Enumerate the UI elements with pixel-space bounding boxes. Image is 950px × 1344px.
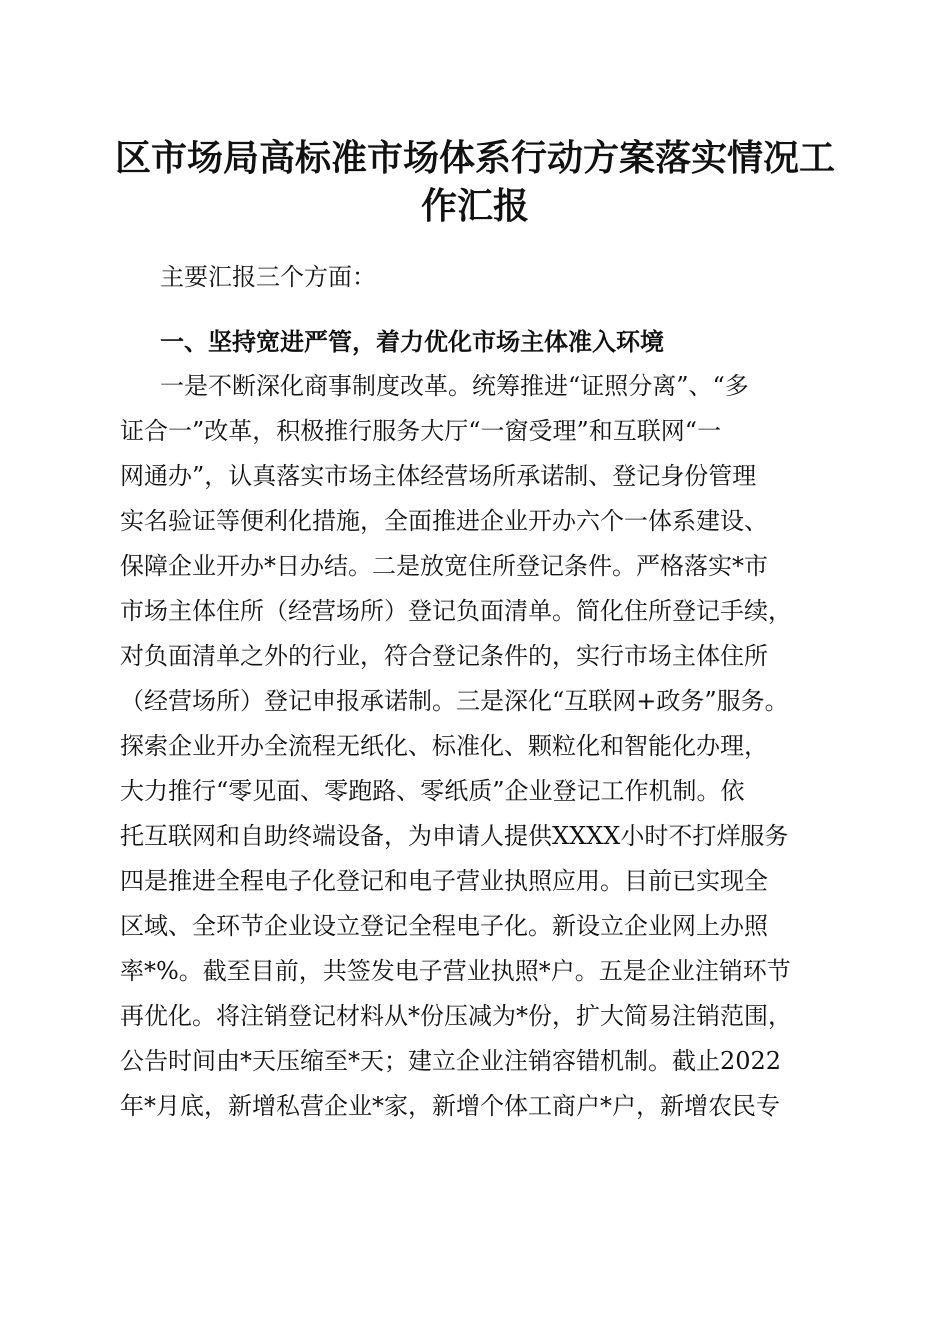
- body-line: 网通办”，认真落实市场主体经营场所承诺制、登记身份管理: [120, 462, 757, 490]
- body-line: 公告时间由*天压缩至*天；建立企业注销容错机制。截止2022: [120, 1047, 782, 1075]
- intro-paragraph: 主要汇报三个方面：: [160, 263, 376, 291]
- body-line: 四是推进全程电子化登记和电子营业执照应用。目前已实现全: [120, 867, 768, 895]
- body-line: 证合一”改革，积极推行服务大厅“一窗受理”和互联网“一: [120, 417, 722, 445]
- document-title-line-1: 区市场局高标准市场体系行动方案落实情况工: [114, 137, 835, 179]
- body-line: 市场主体住所（经营场所）登记负面清单。简化住所登记手续，: [120, 597, 792, 625]
- body-line: 率*%。截至目前，共签发电子营业执照*户。五是企业注销环节: [120, 957, 791, 985]
- body-line: 保障企业开办*日办结。二是放宽住所登记条件。严格落实*市: [120, 552, 768, 580]
- body-line: 年*月底，新增私营企业*家，新增个体工商户*户，新增农民专: [120, 1092, 780, 1120]
- body-line: 大力推行“零见面、零跑路、零纸质”企业登记工作机制。依: [120, 777, 745, 805]
- document-title-line-2: 作汇报: [420, 185, 529, 227]
- body-line: 托互联网和自助终端设备，为申请人提供XXXX小时不打烊服务: [120, 822, 789, 850]
- body-line: 实名验证等便利化措施，全面推进企业开办六个一体系建设、: [120, 507, 768, 535]
- body-line: 再优化。将注销登记材料从*份压减为*份，扩大简易注销范围，: [120, 1002, 792, 1030]
- body-line: （经营场所）登记申报承诺制。三是深化“互联网+政务”服务。: [120, 687, 789, 715]
- section-heading-1: 一、坚持宽进严管，着力优化市场主体准入环境: [160, 328, 664, 356]
- body-line: 一是不断深化商事制度改革。统筹推进“证照分离”、“多: [160, 372, 749, 400]
- body-line: 对负面清单之外的行业，符合登记条件的，实行市场主体住所: [120, 642, 768, 670]
- body-line: 区域、全环节企业设立登记全程电子化。新设立企业网上办照: [120, 912, 768, 940]
- body-line: 探索企业开办全流程无纸化、标准化、颗粒化和智能化办理，: [120, 732, 768, 760]
